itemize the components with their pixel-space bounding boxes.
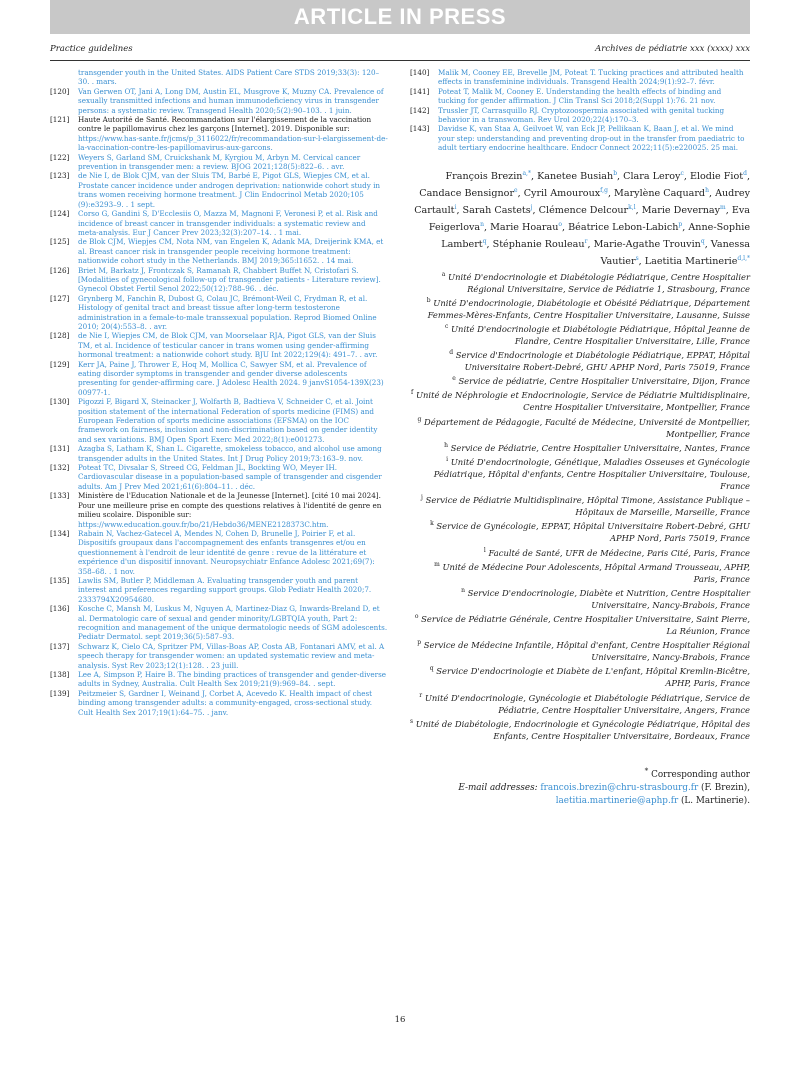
author-name: Marie Devernay [641,204,721,216]
author-affiliation-marker[interactable]: j [530,203,533,211]
reference-citation: Kerr JA, Paine J, Thrower E, Hoq M, Mollica C, Sawyer SM, et al. Prevalence of eating disorder symptoms in transgender and gender diverse adolescents presenting for gender-affirming care. J Adolesc Health 2024. 9 janvS1054-139X(23) 00977-1. [78,359,384,397]
reference-citation: Lawlis SM, Butler P, Middleman A. Evaluating transgender youth and parent interest and preferences regarding support groups. Glob Pediatr Health 2020;7. 2333794X20954680. [78,575,372,604]
affiliation-marker: p [417,639,422,647]
author-affiliation-marker[interactable]: r [584,237,588,245]
reference-entry [50,670,388,689]
reference-text[interactable] [78,529,388,576]
reference-citation: Azagba S, Latham K, Shan L. Cigarette, smokeless tobacco, and alcohol use among transgender adults in the United States. Int J Drug Policy 2019;73:163–9. nov. [78,444,382,463]
author-affiliation-marker[interactable]: o [558,220,563,228]
author-name: Elodie Fiot [689,170,744,182]
author [642,205,726,216]
affiliation [410,373,750,387]
author [537,171,617,182]
affiliation [410,269,750,295]
reference-entry [410,124,750,152]
reference-number: [130] [50,397,70,407]
reference-number: [143] [410,124,430,134]
author [490,222,562,233]
reference-citation: Schwarz K, Cielo CA, Spritzer PM, Villas-Boas AP, Costa AB, Fontanari AMV, et al. A speech therapy for transgender women: an updated systematic review and meta-analysis. Syst Rev 2023;12(1):128. . 23 juill. [78,641,385,670]
reference-citation: Weyers S, Garland SM, Cruickshank M, Kyrgiou M, Arbyn M. Cervical cancer prevention in transgender men: a review. BJOG 2021;128(5):822–6. . avr. [78,152,361,172]
article-in-press-banner: ARTICLE IN PRESS [50,0,750,34]
author-name: Marie-Agathe Trouvin [593,238,701,250]
reference-citation: Poteat T, Malik M, Cooney E. Understanding the health effects of binding and tucking for gender affirmation. J Clin Transl Sci 2018;2(Suppl 1):76. 21 nov. [438,86,722,106]
author-affiliation-marker[interactable]: c [680,169,684,177]
reference-entry [50,463,388,491]
affiliation-text: Unité D'endocrinologie et Diabétologie Pédiatrique, Hôpital Jeanne de Flandre, Centre Hospitalier Universitaire, Lille, France [451,323,750,346]
email-owner: (F. Brezin), [701,782,750,793]
reference-text[interactable] [78,463,388,491]
author-name: Béatrice Lebon-Labich [568,221,679,233]
affiliation-marker: h [444,441,448,449]
reference-citation: Grynberg M, Fanchin R, Dubost G, Colau JC, Brémont-Weil C, Frydman R, et al. Histology of genital tract and breast tissue after long-term testosterone administration in a female-to-male transsexual population. Reprod Biomed Online 2010; 20(4):553–8. . avr. [78,293,377,331]
affiliation [410,518,750,544]
affiliation-marker: s [410,717,414,725]
author-name: Eva Feigerlova [428,204,750,233]
reference-citation: Haute Autorité de Santé. Recommandation sur l'élargissement de la vaccination contre le papillomavirus chez les garçons [Internet]. 2019. Disponible sur: [78,115,372,134]
author [463,205,533,216]
reference-url-link[interactable]: https://www.education.gouv.fr/bo/21/Hebdo36/MENE2128373C.htm. [78,519,329,529]
running-head-left: Practice guidelines [50,44,133,54]
author-affiliation-marker[interactable]: b [613,169,618,177]
affiliation-text: Service de Gynécologie, EPPAT, Hôpital Universitaire Robert-Debré, GHU APHP Nord, Paris 75019, France [436,521,750,544]
page-number: 16 [394,1015,406,1025]
corresponding-marker: * [644,766,649,776]
author-affiliation-marker[interactable]: m [720,203,726,211]
reference-citation: Corso G, Gandini S, D'Ecclesiis O, Mazza M, Magnoni F, Veronesi P, et al. Risk and incidence of breast cancer in transgender individuals: a systematic review and meta-analysis. Eur J Cancer Prev 2023;32(3):207–14. . 1 mai. [78,209,378,237]
reference-number: [141] [410,86,430,96]
reference-number: [135] [50,575,70,585]
author-name: Candace Bensignor [419,187,515,199]
reference-number: [136] [50,604,70,614]
reference-number: [133] [50,491,70,501]
author-affiliation-marker[interactable]: a,* [522,169,531,177]
author-affiliation-marker[interactable]: d,l,* [737,254,750,262]
affiliation-text: Unité de Médecine Pour Adolescents, Hôpital Armand Trousseau, APHP, Paris, France [442,561,750,584]
reference-number: [132] [50,463,70,473]
author-name: Marylène Caquard [614,187,706,199]
reference-text[interactable] [78,331,388,359]
author-name: Kanetee Busiah [537,170,614,182]
author-affiliation-marker[interactable]: k,l [628,203,636,211]
affiliation [410,559,750,585]
author [594,239,705,250]
affiliation [410,321,750,347]
reference-citation: Kosche C, Mansh M, Luskus M, Nguyen A, Martinez-Diaz G, Inwards-Breland D, et al. Dermatologic care of sexual and gender minority/LGBTQIA youth, Part 2: recognition and management of the unique dermatologic needs of SGM adolescents. Pediatr Dermatol. sept 2019;36(5):587–93. [78,604,388,642]
author-affiliation-marker[interactable]: s [635,254,639,262]
reference-text [78,491,388,529]
affiliation-marker: j [421,494,423,502]
author-affiliation-marker[interactable]: p [678,220,683,228]
reference-entry [50,444,388,463]
reference-number: [129] [50,359,70,369]
affiliation-text: Service d'Endocrinologie et Diabétologie Pédiatrique, EPPAT, Hôpital Universitaire Robert-Debré, GHU APHP Nord, Paris 75019, France [455,349,750,373]
right-column [410,68,750,808]
reference-entry [50,642,388,670]
reference-text[interactable] [78,576,388,604]
reference-text[interactable] [78,642,388,670]
reference-entry [410,68,750,87]
reference-number: [138] [50,670,70,679]
reference-number: [137] [50,641,70,651]
reference-text[interactable] [78,87,388,115]
reference-entry [50,331,388,359]
reference-number: [134] [50,528,70,538]
reference-entry [50,87,388,115]
affiliation [410,295,750,321]
author [568,222,682,233]
reference-entry [50,360,388,398]
reference-text[interactable] [78,237,388,265]
reference-text[interactable] [78,153,388,172]
affiliation-text: Service de Médecine Infantile, Hôpital d'enfant, Centre Hospitalier Régional Universitaire, Nancy-Brabois, France [423,640,750,663]
author-list: François Brezin$^{a,*}$, Kanetee Busiah$^b$, Clara Leroy$^c$, Elodie Fiot$^d$, Candace Bensignor$^e$, Cyril Amouroux$^{f,g}$, Marylène Caquard$^h$, Audrey Cartault$^i$, Sarah Castets$^j$, Clémence Delcour$^{k,l}$, Marie Devernay$^m$, Eva Feigerlova$^n$, Marie Hoarau$^o$, Béatrice Lebon-Labich$^p$, Anne-Sophie Lambert$^q$, Stéphanie Rouleau$^r$, Marie-Agathe Trouvin$^q$, Vanessa Vautier$^s$, Laetitia Martinerie$^{d,l,*}$ [414,169,750,267]
reference-entry [50,115,388,153]
affiliation-marker: e [452,375,456,383]
affiliation [410,454,750,492]
reference-citation: Pigozzi F, Bigard X, Steinacker J, Wolfarth B, Badtieva V, Schneider C, et al. Joint position statement of the international Federation of sports medicine (FIMS) and European Federation of sports medicine associations (EFSMA) on the IOC framework on fairness, inclusion and non-discrimination based on gender identity and sex variations. BMJ Open Sport Exerc Med 2022;8(1):e001273. [78,397,378,444]
reference-entry [410,106,750,125]
affiliation [410,492,750,518]
reference-entry [50,153,388,172]
reference-number: [123] [50,171,70,181]
affiliation-text: Service D'endocrinologie, Diabète et Nutrition, Centre Hospitalier Universitaire, Nancy-Brabois, France [467,587,750,610]
affiliation-marker: l [483,546,486,554]
affiliation-text: Département de Pédagogie, Faculté de Médecine, Université de Montpellier, Montpellier, France [424,416,750,439]
reference-number: [124] [50,209,70,219]
affiliation-marker: g [417,415,422,423]
author [539,205,636,216]
reference-text[interactable] [438,106,750,125]
reference-citation: Peitzmeier S, Gardner I, Weinand J, Corbet A, Acevedo K. Health impact of chest binding among transgender adults: a community-engaged, cross-sectional study. Cult Health Sex 2017;19(1):64–75. . janv. [78,688,373,717]
author [645,256,750,267]
reference-text[interactable] [78,68,388,87]
author-name: Anne-Sophie Lambert [441,221,750,250]
reference-citation: Van Gerwen OT, Jani A, Long DM, Austin EL, Musgrove K, Muzny CA. Prevalence of sexually transmitted infections and human immunodeficiency virus in transgender persons: a systematic review. Transgend Health 2020;5(2):90–103. . 1 juin. [78,86,384,115]
affiliation-text: Unité de Néphrologie et Endocrinologie, Service de Pédiatrie Multidisplinaire, Centre Hospitalier Universitaire, Montpellier, France [415,390,750,413]
author-name: Vanessa Vautier [600,238,750,267]
affiliation-marker: q [429,665,434,673]
author [623,171,684,182]
affiliation [410,611,750,637]
email-label: E-mail addresses: [458,782,538,793]
reference-entry [50,529,388,576]
reference-entry [50,576,388,604]
reference-citation: Lee A, Simpson P, Haire B. The binding practices of transgender and gender-diverse adults in Sydney, Australia. Cult Health Sex 2019;21(9):969–84. . sept. [78,670,387,689]
affiliation-marker: c [444,322,449,330]
author [493,239,588,250]
author-affiliation-marker[interactable]: h [705,186,709,194]
author-name: Laetitia Martinerie [644,255,738,267]
affiliation-text: Service D'endocrinologie et Diabète de L'enfant, Hôpital Kremlin-Bicêtre, APHP, Paris, France [436,666,750,689]
reference-number: [127] [50,293,70,303]
reference-citation: Malik M, Cooney EE, Brevelle JM, Poteat T. Tucking practices and attributed health effects in transfeminine individuals. Transgend Health 2024;9(1):92–7. févr. [438,68,744,87]
author-affiliation-marker[interactable]: e [514,186,518,194]
reference-entry [50,491,388,529]
author [690,171,747,182]
affiliation-list [410,269,750,742]
reference-entry [50,689,388,717]
author [446,171,531,182]
affiliation [410,545,750,559]
affiliation [410,690,750,716]
reference-text[interactable] [78,444,388,463]
author-affiliation-marker[interactable]: i [454,203,457,211]
reference-number: [121] [50,115,70,125]
affiliation-marker: k [430,520,434,528]
affiliation [410,585,750,611]
author [614,188,709,199]
author-affiliation-marker[interactable]: n [480,220,484,228]
affiliation-marker: i [446,455,449,463]
reference-entry [410,87,750,106]
affiliation-text: Unité D'endocrinologie, Diabétologie et Obésité Pédiatrique, Département Femmes-Mères-Enfants, Centre Hospitalier Universitaire, Lausanne, Suisse [427,297,750,320]
reference-entry [50,294,388,332]
reference-url-link[interactable]: https://www.has-sante.fr/jcms/p_3116022/fr/recommandation-sur-l-elargissement-de-la-vaccination-contre-les-papillomavirus-aux-garcons. [78,133,388,153]
author-name: Clémence Delcour [538,204,629,216]
author-name: Stéphanie Rouleau [492,238,585,250]
reference-citation: de Blok CJM, Wiepjes CM, Nota NM, van Engelen K, Adank MA, Dreijerink KMA, et al. Breast cancer risk in transgender people receiving hormone treatment: nationwide cohort study in the Netherlands. BMJ 2019;365:l1652. . 14 mai. [78,237,384,266]
reference-text[interactable] [78,689,388,717]
correspondence [410,764,750,808]
author-name: Marie Hoarau [490,221,559,233]
reference-text[interactable] [438,68,750,87]
reference-entry [50,397,388,444]
affiliation [410,414,750,440]
affiliation-marker: n [461,586,465,594]
reference-number [50,68,78,87]
running-head-right: Archives de pédiatrie xxx (xxxx) xxx [595,44,750,54]
header-rule [50,60,750,61]
references-column-right [410,68,750,153]
affiliation-text: Service de Pédiatrie Générale, Centre Hospitalier Universitaire, Saint Pierre, La Réunion, France [421,613,750,636]
affiliation-text: Unité D'endocrinologie, Gynécologie et Diabétologie Pédiatrique, Service de Pédiatrie, Centre Hospitalier Universitaire, Angers, France [424,692,750,715]
reference-entry [50,68,388,87]
reference-citation: de Nie I, de Blok CJM, van der Sluis TM, Barbé E, Pigot GLS, Wiepjes CM, et al. Prostate cancer incidence under androgen deprivation: nationwide cohort study in trans women receiving hormone treatment. J Clin Endocrinol Metab 2020;105 (9):e3293–9. . 1 sept. [78,171,381,209]
reference-number: [125] [50,237,70,247]
affiliation-marker: m [434,560,440,568]
author-name: Sarah Castets [462,204,531,216]
affiliation-marker: o [414,613,419,620]
author-affiliation-marker[interactable]: q [700,237,705,245]
affiliation [410,716,750,742]
email-link[interactable]: laetitia.martinerie@aphp.fr [555,795,679,806]
affiliation-marker: r [419,691,423,699]
author-name: Cyril Amouroux [523,187,601,199]
reference-citation: Briet M, Barkatz J, Frontczak S, Ramanah R, Chabbert Buffet N, Cristofari S. [Modalities of gynecological follow-up of transgender patients - Literature review]. Gynecol Obstet Fertil Senol 2022;50(12):788–96. . déc. [78,265,381,294]
author [419,188,517,199]
email-link[interactable]: francois.brezin@chru-strasbourg.fr [540,782,699,793]
affiliation-marker: f [411,389,414,397]
reference-number: [128] [50,331,70,341]
reference-citation: Poteat TC, Divsalar S, Streed CG, Feldman JL, Bockting WO, Meyer IH. Cardiovascular disease in a population-based sample of transgender and cisgender adults. Am J Prev Med 2021;61(6):804–11. . déc. [78,463,382,491]
author [524,188,608,199]
reference-text[interactable] [438,124,750,152]
reference-entry [50,209,388,237]
reference-citation: Trussler JT, Carrasquillo RJ. Cryptozoospermia associated with genital tucking behavior in a transwoman. Rev Urol 2020;22(4):170–3. [438,105,725,125]
email-owner: (L. Martinerie). [681,795,750,806]
reference-number: [131] [50,444,70,454]
reference-entry [50,171,388,209]
reference-number: [139] [50,688,70,698]
affiliation-text: Unité D'endocrinologie, Génétique, Maladies Osseuses et Gynécologie Pédiatrique, Hôpital d'enfants, Centre Hospitalier Universitaire, Toulouse, France [433,456,750,491]
reference-text[interactable] [78,209,388,237]
reference-entry [50,266,388,294]
reference-entry [50,604,388,642]
affiliation-text: Unité de Diabétologie, Endocrinologie et Gynécologie Pédiatrique, Hôpital des Enfants, Centre Hospitalier Universitaire, Bordeaux, France [415,718,751,741]
reference-citation: Davidse K, van Staa A, Geilvoet W, van Eck JP, Pellikaan K, Baan J, et al. We mind your step: understanding and preventing drop-out in the transfer from paediatric to adult tertiary endocrine healthcare. Endocr Connect 2022;11(5):e220025. 25 mai. [438,124,745,153]
reference-citation: de Nie I, Wiepjes CM, de Blok CJM, van Moorselaar RJA, Pigot GLS, van der Sluis TM, et al. Incidence of testicular cancer in trans women using gender-affirming hormonal treatment: a nationwide cohort study. BJU Int 2022;129(4): 491–7. . avr. [78,331,378,360]
affiliation [410,347,750,373]
reference-citation: Ministère de l'Education Nationale et de la Jeunesse [Internet]. [cité 10 mai 2024]. Pour une meilleure prise en compte des questions relatives à l'identité de genre en milieu scolaire. Disponible sur: [78,491,382,520]
reference-number: [122] [50,152,70,162]
affiliation-text: Service de pédiatrie, Centre Hospitalier Universitaire, Dijon, France [458,376,750,387]
affiliation-text: Unité D'endocrinologie et Diabétologie Pédiatrique, Centre Hospitalier Régional Universitaire, Service de Pédiatrie 1, Strasbourg, France [448,271,750,294]
reference-number: [142] [410,105,430,115]
author-name: Audrey Cartault [414,187,750,216]
affiliation-marker: b [426,296,431,304]
reference-entry [50,237,388,265]
reference-text[interactable] [78,294,388,332]
affiliation [410,637,750,663]
affiliation-text: Service de Pédiatrie Multidisplinaire, Hôpital Timone, Assistance Publique – Hôpitaux de Marseille, Marseille, France [425,494,750,518]
reference-text[interactable] [78,397,388,444]
author-name: Clara Leroy [623,170,681,182]
author-affiliation-marker[interactable]: d [743,169,747,177]
affiliation [410,440,750,454]
reference-text [78,115,388,153]
corresponding-label: Corresponding author [651,769,750,780]
reference-text[interactable] [78,360,388,398]
references-column-left [50,68,388,717]
affiliation [410,663,750,689]
reference-citation: transgender youth in the United States. AIDS Patient Care STDS 2019;33(3): 120–30. . mars. [78,68,380,87]
affiliation-text: Service de Pédiatrie, Centre Hospitalier Universitaire, Nantes, France [450,442,750,453]
reference-text[interactable] [78,604,388,642]
author-name: François Brezin [445,170,523,182]
reference-number: [126] [50,265,70,275]
author-affiliation-marker[interactable]: q [482,237,487,245]
reference-number: [140] [410,68,430,77]
affiliation-marker: d [449,349,454,357]
reference-citation: Rabain N, Vachez-Gatecel A, Mendes N, Cohen D, Brunelle J, Poirier F, et al. Dispositifs groupaux dans l'accompagnement des enfants transgenres et/ou en questionnement à l'endroit de leur identité de genre : revue de la littérature et expérience d'un dispositif innovant. Neuropsychiatr Enfance Adolesc 2021;69(7): 358–68. . 1 nov. [78,528,375,576]
author-affiliation-marker[interactable]: f,g [600,186,608,194]
reference-text[interactable] [438,87,750,106]
affiliation [410,387,750,413]
affiliation-marker: a [441,270,446,278]
reference-text[interactable] [78,266,388,294]
reference-number: [120] [50,86,70,96]
reference-text[interactable] [78,670,388,689]
affiliation-text: Faculté de Santé, UFR de Médecine, Paris Cité, Paris, France [488,547,750,558]
reference-text[interactable] [78,171,388,209]
